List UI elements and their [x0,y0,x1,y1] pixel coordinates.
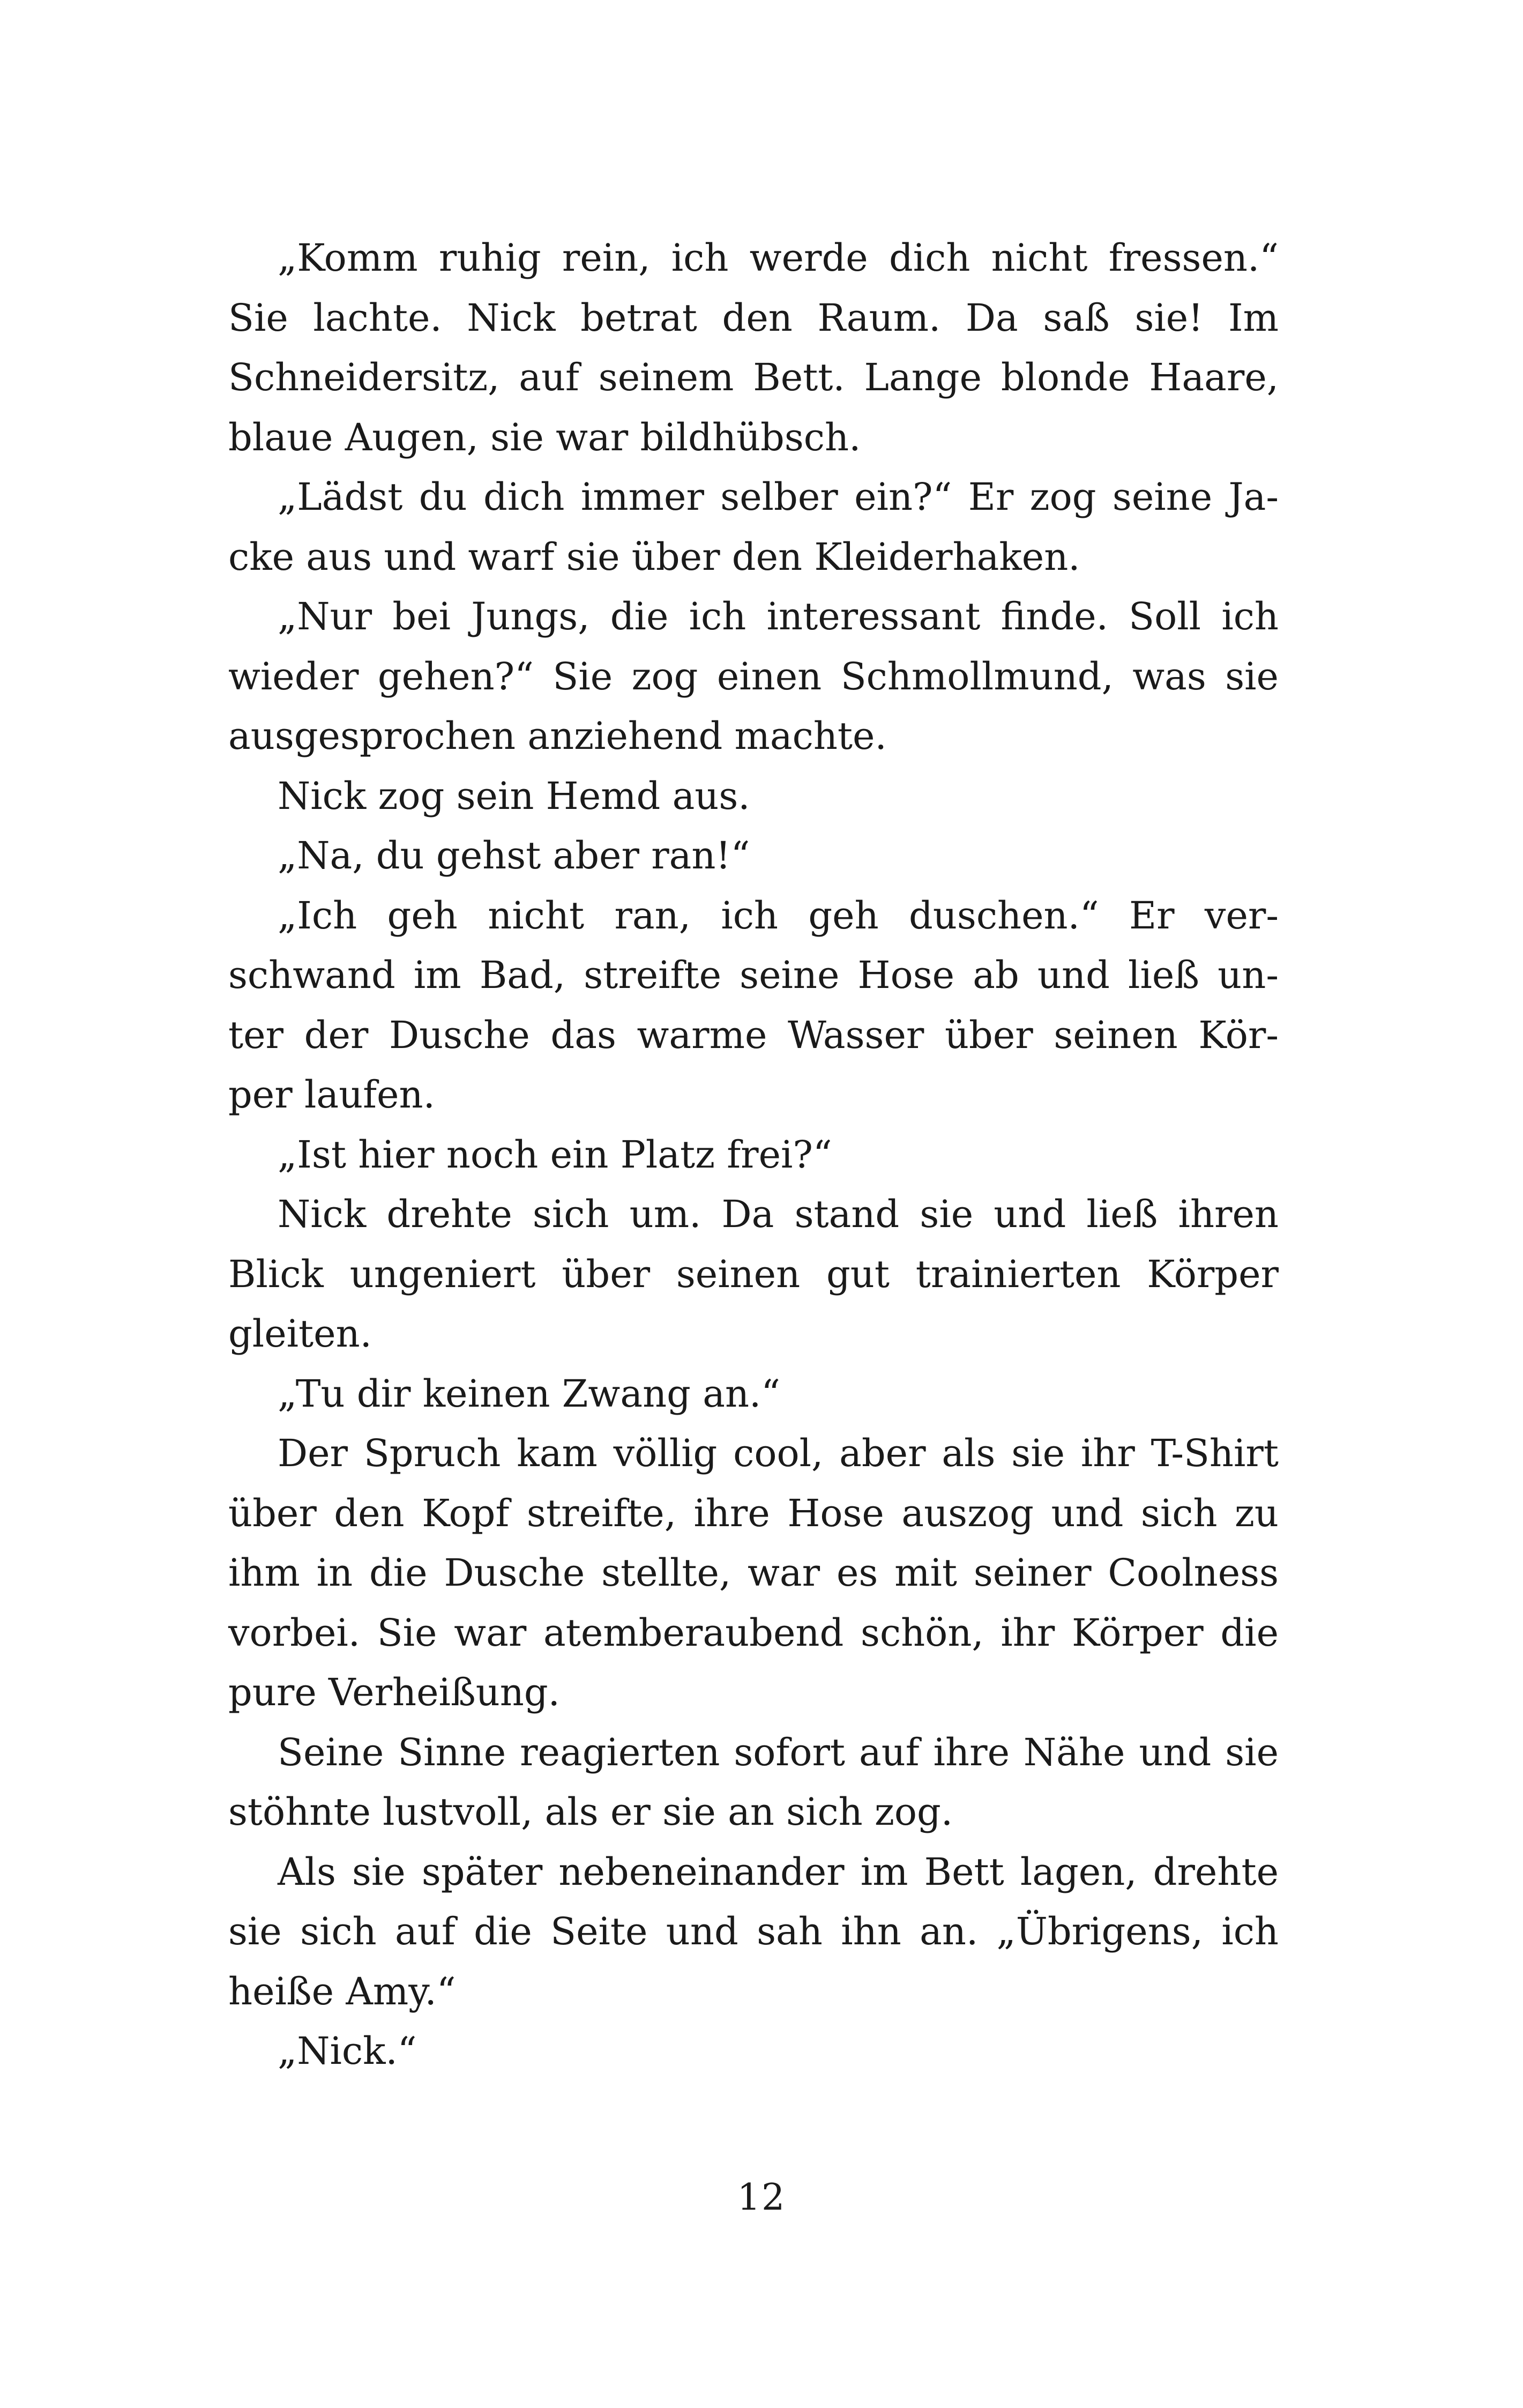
text-line: „Nick.“ [278,2029,417,2073]
text-line: sie sich auf die Seite und sah ihn an. „Übrigens, ich [228,1909,1279,1953]
text-line: vorbei. Sie war atemberaubend schön, ihr Körper die [228,1610,1279,1655]
text-line: heiße Amy.“ [228,1969,456,2013]
text-line: cke aus und warf sie über den Kleiderhaken. [228,534,1080,579]
text-line: Blick ungeniert über seinen gut trainierten Körper [228,1252,1279,1296]
text-line: „Komm ruhig rein, ich werde dich nicht fressen.“ [278,236,1279,280]
text-line: Seine Sinne reagierten sofort auf ihre Nähe und sie [278,1730,1279,1774]
text-line: Nick drehte sich um. Da stand sie und ließ ihren [278,1192,1279,1236]
text-line: pure Verheißung. [228,1670,560,1714]
text-line: per laufen. [228,1073,435,1117]
text-line: Nick zog sein Hemd aus. [278,774,750,818]
text-line: ausgesprochen anziehend machte. [228,714,887,758]
page-number: 12 [737,2176,786,2219]
text-line: „Na, du gehst aber ran!“ [278,834,750,878]
text-line: gleiten. [228,1312,372,1356]
text-line: „Nur bei Jungs, die ich interessant finde. Soll ich [278,594,1279,638]
text-line: Als sie später nebeneinander im Bett lagen, drehte [278,1849,1279,1894]
text-line: „Ist hier noch ein Platz frei?“ [278,1132,832,1177]
text-line: schwand im Bad, streifte seine Hose ab und ließ un- [228,953,1279,997]
text-line: Sie lachte. Nick betrat den Raum. Da saß sie! Im [228,295,1279,340]
text-line: stöhnte lustvoll, als er sie an sich zog. [228,1790,953,1834]
text-line: „Lädst du dich immer selber ein?“ Er zog seine Ja- [278,475,1279,519]
text-line: ihm in die Dusche stellte, war es mit seiner Coolness [228,1551,1279,1595]
text-line: Schneidersitz, auf seinem Bett. Lange blonde Haare, [228,355,1279,399]
text-line: über den Kopf streifte, ihre Hose auszog und sich zu [228,1491,1279,1535]
body-text [228,228,1279,2082]
text-line: blaue Augen, sie war bildhübsch. [228,415,861,459]
text-line: „Ich geh nicht ran, ich geh duschen.“ Er ver- [278,893,1279,938]
text-line: „Tu dir keinen Zwang an.“ [278,1371,781,1416]
text-line: Der Spruch kam völlig cool, aber als sie ihr T-Shirt [278,1431,1279,1475]
text-line: ter der Dusche das warme Wasser über seinen Kör- [228,1013,1279,1057]
text-line: wieder gehen?“ Sie zog einen Schmollmund, was sie [228,654,1279,698]
